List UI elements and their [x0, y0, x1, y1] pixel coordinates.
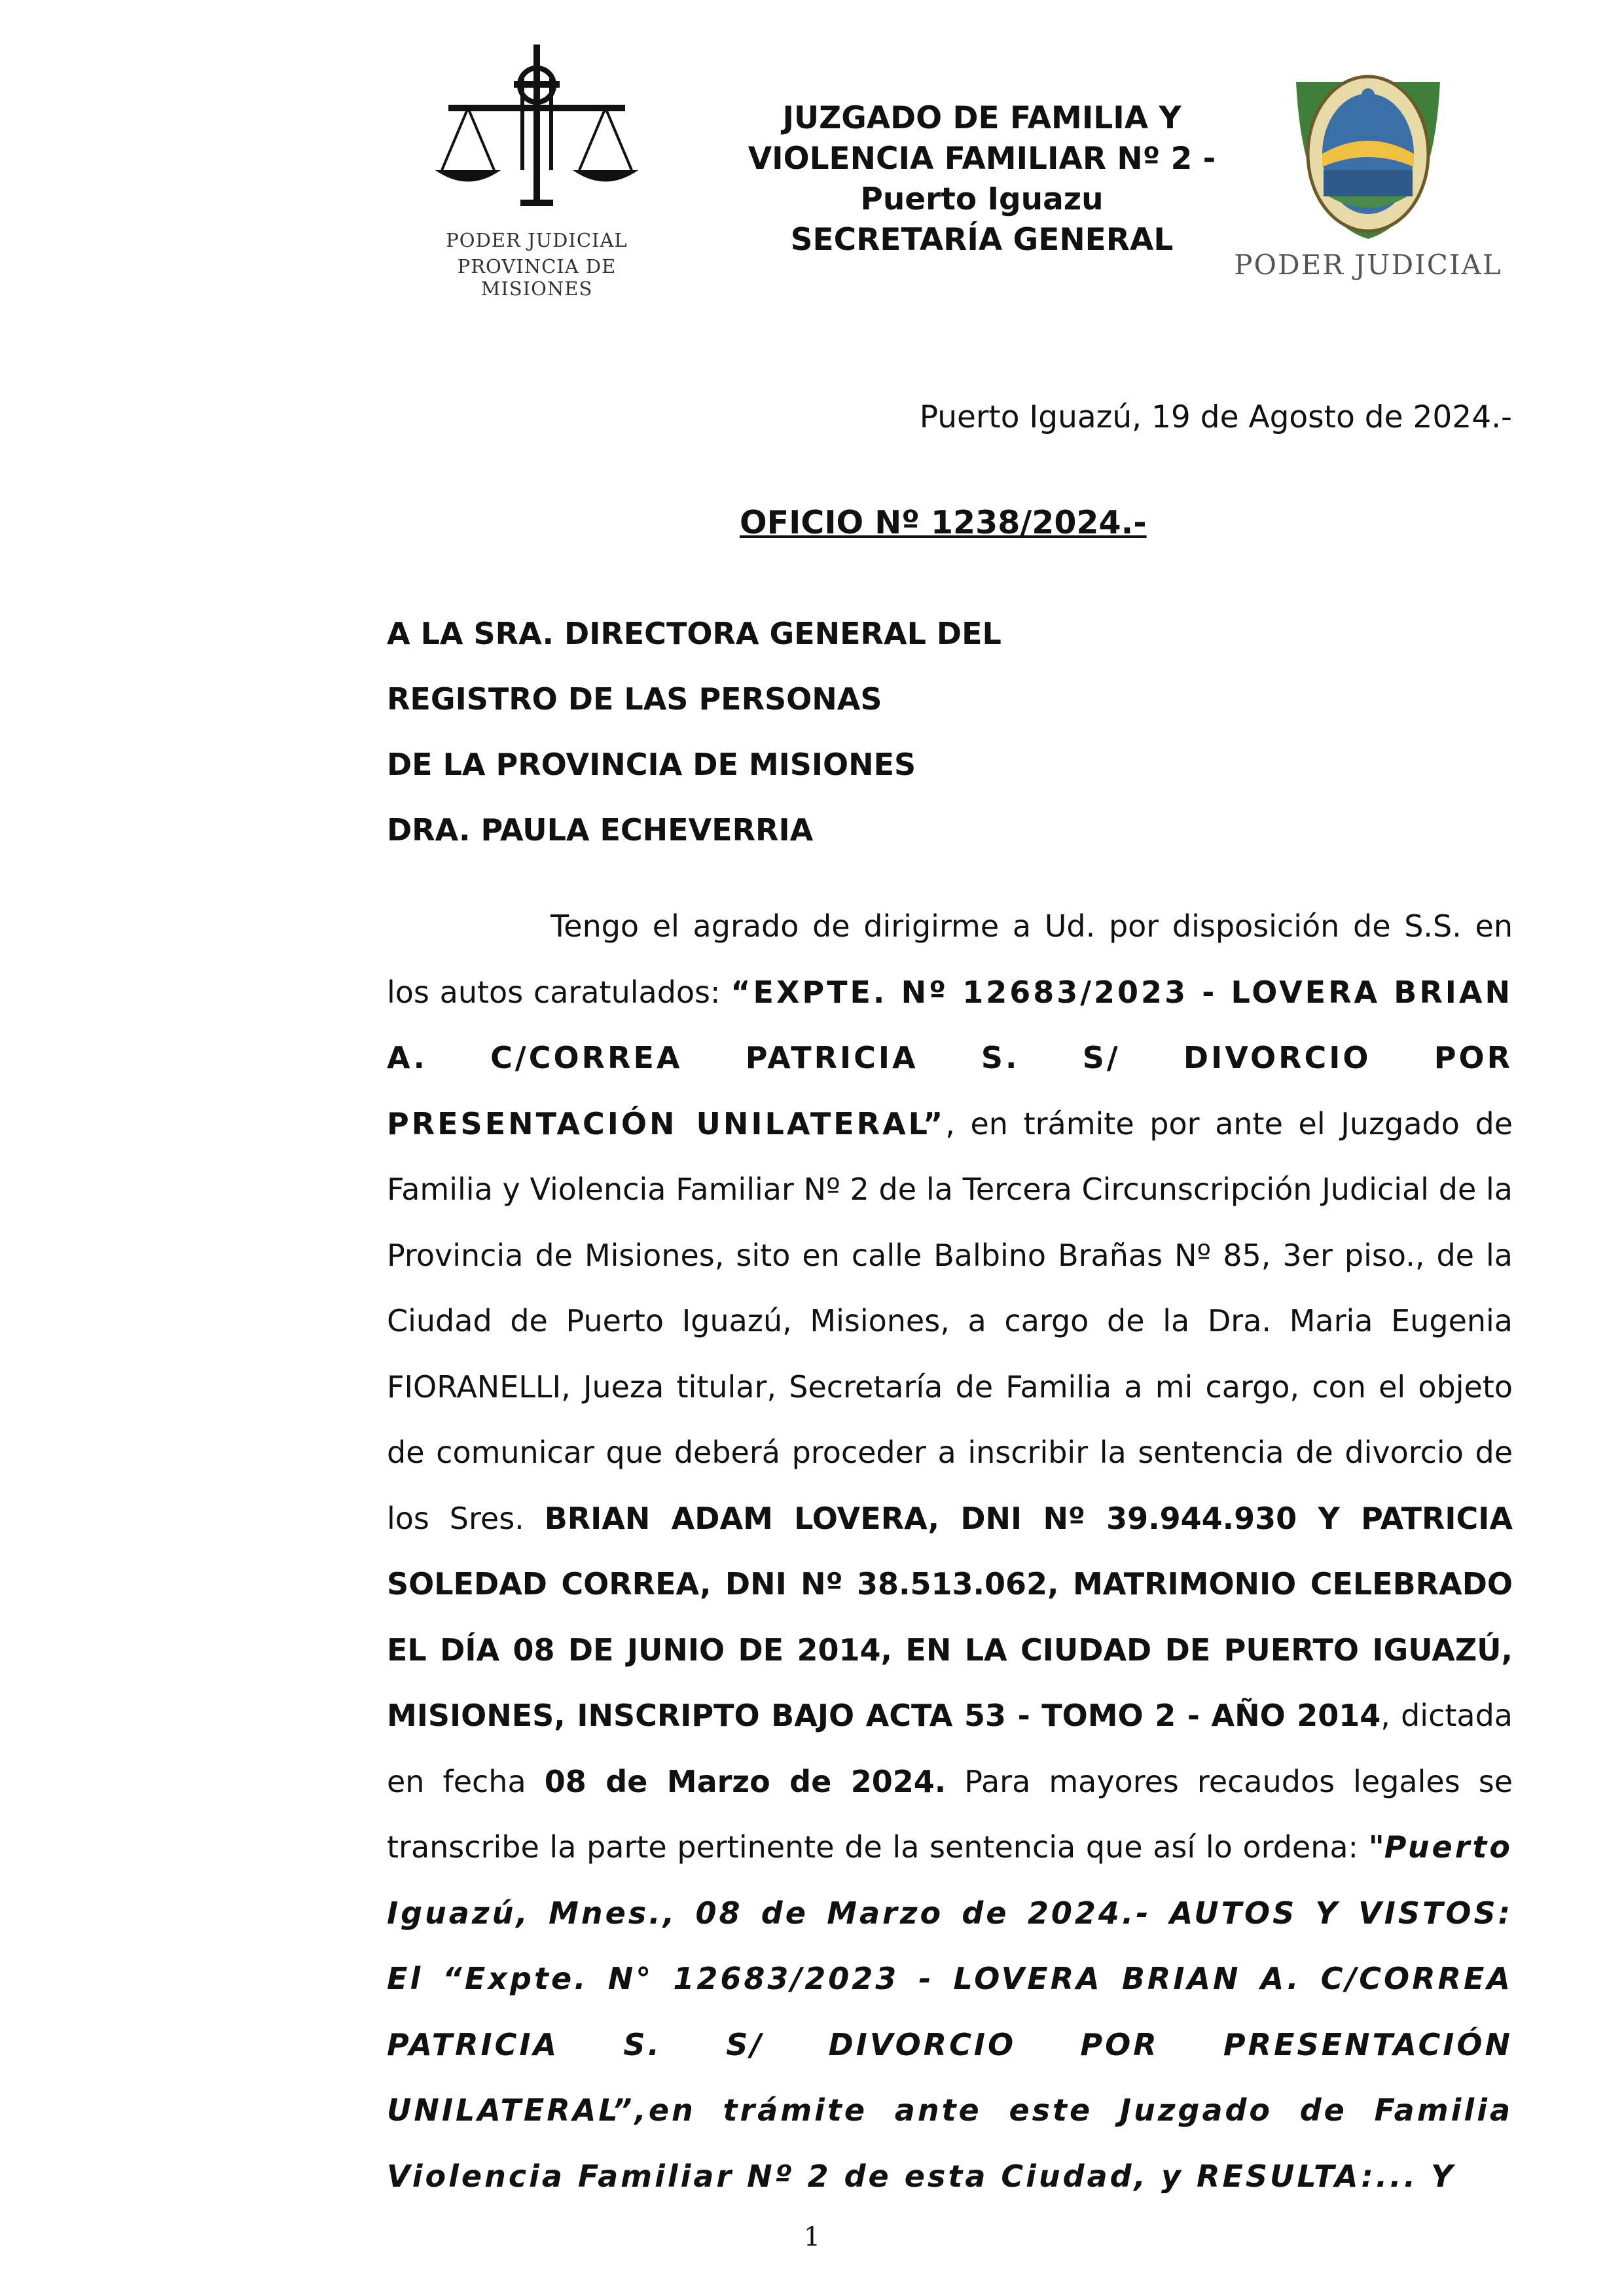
body-paragraph — [387, 893, 1513, 2209]
left-logo-caption-2: PROVINCIA DE MISIONES — [457, 255, 617, 300]
addressee-block — [387, 601, 1001, 863]
provincia-seal-logo — [1231, 56, 1506, 291]
provincia-de-misiones-seal-icon — [1283, 56, 1453, 245]
header-title-line-4: SECRETARÍA GENERAL — [790, 222, 1174, 258]
header-title-line-2: VIOLENCIA FAMILIAR Nº 2 - — [748, 141, 1216, 177]
scales-of-justice-icon — [429, 39, 645, 223]
addressee-line-1: A LA SRA. DIRECTORA GENERAL DEL — [387, 616, 1001, 651]
body-text-2: , en trámite por ante el Juzgado de Familia y Violencia Familiar Nº 2 de la Tercera Circunscripción Judicial de la Provincia de Misiones, sito en calle Balbino Brañas Nº 85, 3er piso., de la Ciudad de Puerto Iguazú, Misiones, a cargo de la Dra. Maria Eugenia FIORANELLI, Jueza titular, Secretaría de Familia a mi cargo, con el objeto de comunicar que deberá proceder a inscribir la sentencia de divorcio de los Sres. — [387, 1105, 1513, 1536]
poder-judicial-logo — [399, 39, 674, 300]
document-date: Puerto Iguazú, 19 de Agosto de 2024.- — [919, 399, 1512, 435]
case-caption: “EXPTE. Nº 12683/2023 - LOVERA BRIAN A. C/CORREA PATRICIA S. S/ DIVORCIO POR PRESENTACIÓN UNILATERAL” — [387, 974, 1513, 1141]
addressee-line-2: REGISTRO DE LAS PERSONAS — [387, 681, 882, 717]
addressee-line-4: DRA. PAULA ECHEVERRIA — [387, 812, 814, 848]
page-number: 1 — [803, 2222, 821, 2252]
left-logo-caption-1: PODER JUDICIAL — [446, 229, 628, 251]
body-text-3: , dictada en fecha — [387, 1698, 1513, 1799]
parties-details: BRIAN ADAM LOVERA, DNI Nº 39.944.930 Y PATRICIA SOLEDAD CORREA, DNI Nº 38.513.062, MATRIMONIO CELEBRADO EL DÍA 08 DE JUNIO DE 2014, EN LA CIUDAD DE PUERTO IGUAZÚ, MISIONES, INSCRIPTO BAJO ACTA 53 - TOMO 2 - AÑO 2014 — [387, 1500, 1513, 1733]
header-title-line-3: Puerto Iguazu — [860, 181, 1104, 217]
header-title-line-1: JUZGADO DE FAMILIA Y — [782, 100, 1182, 136]
right-logo-caption: PODER JUDICIAL — [1234, 249, 1502, 281]
sentence-date: 08 de Marzo de 2024. — [544, 1763, 947, 1799]
body-text-1: Tengo el agrado de dirigirme a Ud. por disposición de S.S. en los autos caratulados: — [387, 908, 1513, 1010]
addressee-line-3: DE LA PROVINCIA DE MISIONES — [387, 747, 916, 782]
oficio-number: OFICIO Nº 1238/2024.- — [740, 504, 1147, 541]
sentence-quote: Puerto Iguazú, Mnes., 08 de Marzo de 2024.- AUTOS Y VISTOS: El “Expte. N° 12683/2023 - LOVERA BRIAN A. C/CORREA PATRICIA S. S/ DIVORCIO POR PRESENTACIÓN UNILATERAL”,en trámite ante este Juzgado de Familia Violencia Familiar Nº 2 de esta Ciudad, y RESULTA:... Y — [387, 1829, 1513, 2194]
body-text-4: Para mayores recaudos legales se transcribe la parte pertinente de la sentencia que así lo ordena: — [387, 1763, 1513, 1865]
court-header-title — [707, 98, 1257, 260]
quote-open-mark: " — [1368, 1829, 1384, 1865]
